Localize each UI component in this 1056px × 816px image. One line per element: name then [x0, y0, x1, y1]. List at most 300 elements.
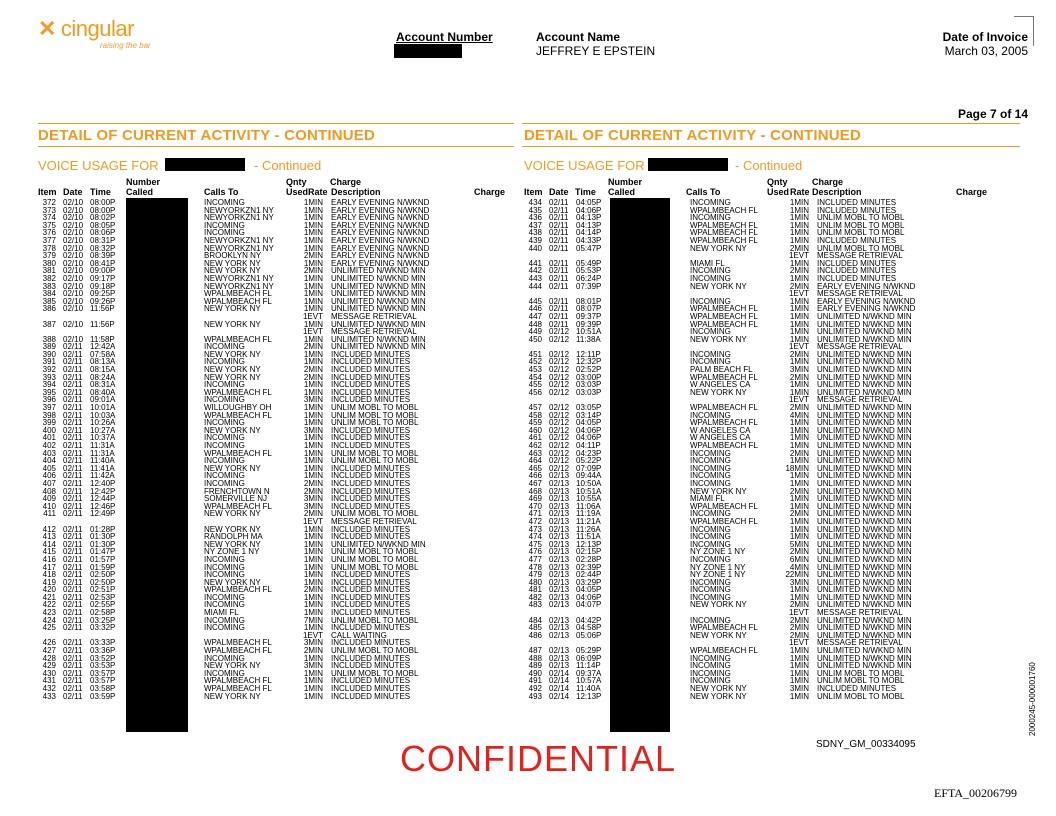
calls-to: NY ZONE 1 NY	[204, 547, 260, 557]
event-description: MESSAGE RETRIEVAL	[817, 342, 903, 352]
minutes-used: 4MIN	[789, 562, 809, 572]
charge-description: UNLIMITED N/WKND MIN	[331, 342, 426, 352]
minutes-used: 1MIN	[789, 235, 809, 245]
call-time: 12:46P	[90, 501, 116, 511]
charge-description: UNLIMITED N/WKND MIN	[817, 380, 912, 390]
call-date: 02/11	[549, 311, 569, 321]
call-date: 02/12	[549, 387, 570, 397]
calls-to: NEW YORK NY	[204, 319, 261, 329]
minutes-used: 1MIN	[303, 691, 323, 701]
call-time: 02:28P	[576, 554, 602, 564]
charge-description: UNLIM MOBL TO MOBL	[331, 509, 419, 519]
call-time: 09:25P	[90, 289, 116, 299]
charge-description: UNLIMITED N/WKND MIN	[817, 516, 912, 526]
charge-description: INCLUDED MINUTES	[331, 494, 411, 504]
item-number: 387	[42, 319, 56, 329]
item-number: 395	[42, 387, 56, 397]
calls-to: INCOMING	[690, 577, 731, 587]
call-date: 02/11	[63, 547, 83, 557]
item-number: 423	[42, 608, 56, 618]
calls-to: NEW YORK NY	[204, 365, 261, 375]
call-time: 02:55P	[90, 600, 116, 610]
calls-to: WPALMBEACH FL	[690, 372, 758, 382]
minutes-used: 1MIN	[789, 585, 809, 595]
call-time: 07:39P	[576, 281, 602, 291]
item-number: 457	[528, 403, 542, 413]
col-called-right: Called	[608, 187, 636, 197]
calls-to: INCOMING	[204, 592, 245, 602]
call-time: 09:18P	[90, 281, 116, 291]
call-date: 02/10	[63, 243, 84, 253]
item-number: 413	[42, 532, 56, 542]
event-count: 1EVT	[302, 630, 323, 640]
charge-description: INCLUDED MINUTES	[817, 684, 897, 693]
event-count: 1EVT	[788, 395, 809, 405]
minutes-used: 1MIN	[303, 653, 323, 663]
minutes-used: 1MIN	[789, 441, 809, 450]
calls-to: WPALMBEACH FL	[204, 676, 272, 686]
calls-to: INCOMING	[204, 220, 245, 230]
calls-to: W ANGELES CA	[690, 425, 751, 435]
call-date: 02/13	[549, 623, 570, 633]
call-time: 09:37P	[576, 311, 602, 321]
calls-to: WPALMBEACH FL	[204, 334, 272, 344]
call-time: 04:33P	[576, 235, 602, 245]
minutes-used: 18MIN	[785, 463, 809, 473]
minutes-used: 1MIN	[789, 418, 809, 428]
charge-description: UNLIM MOBL TO MOBL	[331, 554, 419, 564]
call-time: 05:06P	[576, 630, 602, 640]
minutes-used: 1MIN	[789, 661, 809, 671]
minutes-used: 3MIN	[789, 365, 809, 375]
item-number: 399	[42, 418, 56, 428]
minutes-used: 1MIN	[789, 646, 809, 656]
item-number: 444	[528, 281, 542, 291]
calls-to: NEWYORKZN1 NY	[204, 281, 274, 291]
calls-to: NEW YORK NY	[690, 684, 747, 693]
item-number: 392	[42, 365, 56, 375]
item-number: 433	[42, 691, 56, 701]
call-date: 02/13	[549, 539, 570, 549]
call-date: 02/13	[549, 516, 570, 526]
call-date: 02/11	[63, 585, 83, 595]
col-charge-left: Charge	[474, 187, 506, 197]
minutes-used: 1MIN	[789, 501, 809, 511]
item-number: 480	[528, 577, 542, 587]
minutes-used: 1MIN	[789, 311, 809, 321]
call-date: 02/11	[63, 418, 83, 428]
call-date: 02/13	[549, 532, 570, 542]
item-number: 431	[42, 676, 56, 686]
call-time: 06:24P	[576, 273, 602, 283]
minutes-used: 1MIN	[303, 524, 323, 534]
voice-usage-label-left: VOICE USAGE FOR	[38, 158, 159, 173]
table-row	[38, 693, 508, 701]
col-date-right: Date	[549, 187, 569, 197]
calls-to: NEW YORK NY	[204, 661, 261, 671]
calls-to: NEW YORK NY	[690, 243, 747, 253]
call-date: 02/13	[549, 646, 570, 656]
call-time: 08:24A	[90, 372, 116, 382]
charge-description: UNLIMITED N/WKND MIN	[817, 327, 912, 337]
minutes-used: 1MIN	[303, 304, 323, 314]
call-date: 02/13	[549, 562, 570, 572]
call-rows-left	[38, 199, 508, 700]
event-count: 1EVT	[788, 342, 809, 352]
table-row	[524, 632, 994, 647]
brand-name: cingular	[60, 16, 134, 41]
call-date: 02/12	[549, 380, 570, 390]
calls-to: INCOMING	[690, 554, 731, 564]
calls-to: INCOMING	[690, 456, 731, 466]
calls-to: WPALMBEACH FL	[690, 311, 758, 321]
item-number: 450	[528, 334, 542, 344]
call-date: 02/13	[549, 570, 570, 580]
call-time: 11:26A	[576, 524, 601, 534]
call-time: 03:53P	[90, 661, 116, 671]
minutes-used: 1MIN	[303, 387, 323, 397]
call-date: 02/12	[549, 349, 570, 359]
item-number: 435	[528, 205, 542, 215]
call-date: 02/11	[549, 266, 569, 276]
minutes-used: 1MIN	[789, 205, 809, 215]
call-time: 01:47P	[90, 547, 116, 557]
item-number: 458	[528, 410, 542, 420]
calls-to: INCOMING	[690, 661, 731, 671]
calls-to: WPALMBEACH FL	[204, 638, 272, 648]
call-date: 02/11	[63, 577, 83, 587]
bates-number: SDNY_GM_00334095	[816, 739, 916, 750]
calls-to: RANDOLPH MA	[204, 532, 263, 542]
brand-tagline: raising the bar	[100, 41, 151, 50]
call-time: 09:26P	[90, 296, 116, 306]
section-rule-left-bottom	[38, 146, 514, 147]
item-number: 448	[528, 319, 542, 329]
call-date: 02/13	[549, 600, 570, 610]
minutes-used: 22MIN	[785, 570, 809, 580]
call-date: 02/13	[549, 547, 570, 557]
call-date: 02/13	[549, 661, 570, 671]
call-time: 12:11P	[576, 349, 601, 359]
event-description: MESSAGE RETRIEVAL	[331, 327, 417, 337]
call-date: 02/11	[63, 403, 83, 413]
call-date: 02/11	[63, 365, 83, 375]
charge-description: UNLIMITED N/WKND MIN	[817, 532, 912, 542]
charge-description: UNLIM MOBL TO MOBL	[817, 228, 905, 238]
item-number: 490	[528, 668, 542, 678]
call-date: 02/13	[549, 630, 570, 640]
charge-description: INCLUDED MINUTES	[331, 623, 411, 633]
calls-to: INCOMING	[690, 349, 731, 359]
minutes-used: 3MIN	[303, 395, 323, 405]
call-time: 02:58P	[90, 608, 116, 618]
minutes-used: 2MIN	[789, 281, 809, 291]
minutes-used: 2MIN	[789, 243, 809, 253]
charge-description: INCLUDED MINUTES	[331, 638, 411, 648]
col-description-left: Description	[331, 187, 381, 197]
item-number: 379	[42, 251, 56, 261]
call-time: 04:42P	[576, 615, 602, 625]
minutes-used: 1MIN	[789, 524, 809, 534]
calls-to: INCOMING	[690, 532, 731, 542]
call-time: 05:53P	[576, 266, 602, 276]
item-number: 451	[528, 349, 542, 359]
item-number: 438	[528, 228, 542, 238]
minutes-used: 3MIN	[303, 661, 323, 671]
call-date: 02/11	[549, 319, 569, 329]
charge-description: UNLIMITED N/WKND MIN	[817, 478, 912, 488]
col-called-left: Called	[126, 187, 154, 197]
item-number: 405	[42, 463, 56, 473]
call-date: 02/14	[549, 668, 570, 678]
charge-description: UNLIMITED N/WKND MIN	[817, 562, 912, 572]
calls-to: INCOMING	[690, 478, 731, 488]
charge-description: UNLIM MOBL TO MOBL	[331, 456, 419, 466]
col-callsto-right: Calls To	[686, 187, 721, 197]
charge-description: UNLIMITED N/WKND MIN	[817, 319, 912, 329]
item-number: 396	[42, 395, 56, 405]
call-date: 02/11	[63, 524, 83, 534]
charge-description: UNLIM MOBL TO MOBL	[817, 213, 905, 223]
call-date: 02/13	[549, 509, 570, 519]
charge-description: UNLIMITED N/WKND MIN	[817, 410, 912, 420]
call-time: 08:32P	[90, 243, 116, 253]
charge-description: INCLUDED MINUTES	[331, 608, 411, 618]
charge-description: INCLUDED MINUTES	[331, 585, 411, 595]
item-number: 417	[42, 562, 56, 572]
call-time: 11:06A	[576, 501, 601, 511]
call-time: 08:00P	[90, 198, 116, 207]
minutes-used: 1MIN	[303, 418, 323, 428]
efta-number: EFTA_00206799	[934, 786, 1018, 800]
charge-description: UNLIMITED N/WKND MIN	[817, 334, 912, 344]
item-number: 404	[42, 456, 56, 466]
charge-description: UNLIMITED N/WKND MIN	[817, 425, 912, 435]
continued-label-left: - Continued	[254, 158, 322, 173]
call-date: 02/11	[63, 456, 83, 466]
minutes-used: 4MIN	[789, 410, 809, 420]
minutes-used: 2MIN	[789, 403, 809, 413]
account-name: JEFFREY E EPSTEIN	[536, 44, 656, 58]
minutes-used: 2MIN	[789, 266, 809, 276]
charge-description: UNLIMITED N/WKND MIN	[817, 600, 912, 610]
call-date: 02/13	[549, 554, 570, 564]
item-number: 477	[528, 554, 542, 564]
item-number: 416	[42, 554, 56, 564]
charge-description: UNLIMITED N/WKND MIN	[817, 653, 912, 663]
calls-to: NEW YORK NY	[690, 334, 747, 344]
charge-description: INCLUDED MINUTES	[331, 592, 411, 602]
charge-description: UNLIMITED N/WKND MIN	[331, 296, 426, 306]
call-time: 10:50A	[576, 478, 602, 488]
charge-description: INCLUDED MINUTES	[331, 471, 411, 481]
charge-description: UNLIMITED N/WKND MIN	[817, 433, 912, 443]
call-time: 03:33P	[90, 638, 116, 648]
item-number: 454	[528, 372, 542, 382]
call-time: 08:01P	[576, 296, 602, 306]
item-number: 380	[42, 258, 56, 268]
call-date: 02/11	[63, 357, 83, 367]
call-time: 04:14P	[576, 228, 602, 238]
charge-description: UNLIMITED N/WKND MIN	[817, 646, 912, 656]
minutes-used: 1MIN	[789, 357, 809, 367]
call-date: 02/13	[549, 486, 570, 496]
charge-description: EARLY EVENING N/WKND	[817, 304, 916, 314]
charge-description: INCLUDED MINUTES	[331, 380, 411, 390]
minutes-used: 2MIN	[303, 585, 323, 595]
calls-to: PALM BEACH FL	[690, 365, 753, 375]
minutes-used: 1MIN	[303, 539, 323, 549]
call-date: 02/12	[549, 327, 570, 337]
calls-to: WPALMBEACH FL	[204, 296, 272, 306]
minutes-used: 5MIN	[789, 539, 809, 549]
account-number-label: Account Number	[396, 30, 493, 44]
item-number: 373	[42, 205, 56, 215]
minutes-used: 2MIN	[789, 372, 809, 382]
call-date: 02/11	[63, 684, 83, 693]
minutes-used: 1MIN	[789, 456, 809, 466]
item-number: 432	[42, 684, 56, 693]
item-number: 463	[528, 448, 542, 458]
col-item-left: Item	[38, 187, 57, 197]
call-date: 02/11	[549, 228, 569, 238]
charge-description: UNLIMITED N/WKND MIN	[817, 456, 912, 466]
minutes-used: 2MIN	[303, 478, 323, 488]
calls-to: INCOMING	[690, 585, 731, 595]
col-date-left: Date	[63, 187, 83, 197]
table-row	[524, 693, 994, 701]
event-description: MESSAGE RETRIEVAL	[817, 395, 903, 405]
calls-to: INCOMING	[690, 524, 731, 534]
call-time: 09:39P	[576, 319, 602, 329]
minutes-used: 3MIN	[303, 494, 323, 504]
call-date: 02/10	[63, 289, 84, 299]
item-number: 434	[528, 198, 542, 207]
calls-to: WPALMBEACH FL	[690, 319, 758, 329]
call-time: 01:28P	[90, 524, 116, 534]
calls-to: WPALMBEACH FL	[690, 646, 758, 656]
item-number: 375	[42, 220, 56, 230]
call-time: 08:15A	[90, 365, 116, 375]
minutes-used: 1MIN	[789, 319, 809, 329]
call-date: 02/13	[549, 501, 570, 511]
charge-description: UNLIMITED N/WKND MIN	[817, 418, 912, 428]
calls-to: INCOMING	[690, 296, 731, 306]
call-time: 12:13P	[576, 691, 602, 701]
call-time: 11:31A	[90, 441, 115, 450]
minutes-used: 1MIN	[303, 608, 323, 618]
call-time: 07:58A	[90, 349, 116, 359]
charge-description: INCLUDED MINUTES	[331, 463, 411, 473]
charge-description: UNLIMITED N/WKND MIN	[817, 570, 912, 580]
call-date: 02/12	[549, 403, 570, 413]
call-date: 02/10	[63, 213, 84, 223]
charge-description: INCLUDED MINUTES	[331, 501, 411, 511]
item-number: 408	[42, 486, 56, 496]
call-time: 08:05P	[90, 220, 116, 230]
call-time: 04:05P	[576, 198, 602, 207]
calls-to: NEW YORK NY	[204, 266, 261, 276]
item-number: 460	[528, 425, 542, 435]
minutes-used: 1MIN	[789, 653, 809, 663]
minutes-used: 1MIN	[303, 205, 323, 215]
table-row	[38, 510, 508, 525]
calls-to: INCOMING	[204, 433, 245, 443]
call-time: 10:03A	[90, 410, 116, 420]
charge-description: UNLIMITED N/WKND MIN	[817, 349, 912, 359]
calls-to: NY ZONE 1 NY	[690, 547, 746, 557]
item-number: 372	[42, 198, 56, 207]
call-date: 02/11	[63, 425, 83, 435]
call-time: 03:59P	[90, 691, 116, 701]
item-number: 389	[42, 342, 56, 352]
calls-to: NEW YORK NY	[204, 577, 261, 587]
item-number: 414	[42, 539, 56, 549]
minutes-used: 1MIN	[303, 243, 323, 253]
call-time: 08:31P	[90, 235, 116, 245]
minutes-used: 1MIN	[789, 433, 809, 443]
cingular-x-icon: ✕	[38, 16, 57, 41]
item-number: 483	[528, 600, 542, 610]
calls-to: INCOMING	[690, 615, 731, 625]
calls-to: NEW YORK NY	[204, 372, 261, 382]
call-date: 02/11	[63, 501, 83, 511]
calls-to: NEW YORK NY	[204, 304, 261, 314]
calls-to: FRENCHTOWN N	[204, 486, 270, 496]
minutes-used: 3MIN	[303, 638, 323, 648]
col-description-right: Description	[812, 187, 862, 197]
call-date: 02/11	[63, 676, 83, 686]
minutes-used: 1MIN	[789, 516, 809, 526]
charge-description: EARLY EVENING N/WKND	[817, 281, 916, 291]
calls-to: INCOMING	[204, 441, 245, 450]
call-time: 09:44A	[576, 471, 602, 481]
call-date: 02/12	[549, 441, 570, 450]
call-time: 10:37A	[90, 433, 116, 443]
charge-description: UNLIM MOBL TO MOBL	[331, 562, 419, 572]
table-row	[524, 336, 994, 351]
minutes-used: 3MIN	[789, 577, 809, 587]
minutes-used: 1MIN	[303, 676, 323, 686]
item-number: 455	[528, 380, 542, 390]
call-date: 02/11	[63, 532, 83, 542]
item-number: 429	[42, 661, 56, 671]
charge-description: UNLIMITED N/WKND MIN	[817, 623, 912, 633]
call-time: 06:09P	[576, 653, 602, 663]
item-number: 390	[42, 349, 56, 359]
minutes-used: 1MIN	[303, 273, 323, 283]
call-date: 02/11	[549, 220, 569, 230]
item-number: 424	[42, 615, 56, 625]
event-description: CALL WAITING	[331, 630, 387, 640]
charge-description: INCLUDED MINUTES	[331, 372, 411, 382]
call-date: 02/11	[549, 273, 569, 283]
calls-to: INCOMING	[204, 623, 245, 633]
minutes-used: 1MIN	[789, 228, 809, 238]
call-time: 12:40P	[90, 478, 116, 488]
calls-to: NEWYORKZN1 NY	[204, 205, 274, 215]
call-date: 02/10	[63, 235, 84, 245]
calls-to: NY ZONE 1 NY	[690, 570, 746, 580]
calls-to: NEW YORK NY	[204, 258, 261, 268]
call-time: 03:32P	[90, 623, 116, 633]
minutes-used: 1MIN	[303, 380, 323, 390]
minutes-used: 2MIN	[789, 615, 809, 625]
charge-description: UNLIMITED N/WKND MIN	[817, 387, 912, 397]
calls-to: INCOMING	[690, 198, 731, 207]
minutes-used: 2MIN	[789, 486, 809, 496]
charge-description: UNLIM MOBL TO MOBL	[331, 668, 419, 678]
